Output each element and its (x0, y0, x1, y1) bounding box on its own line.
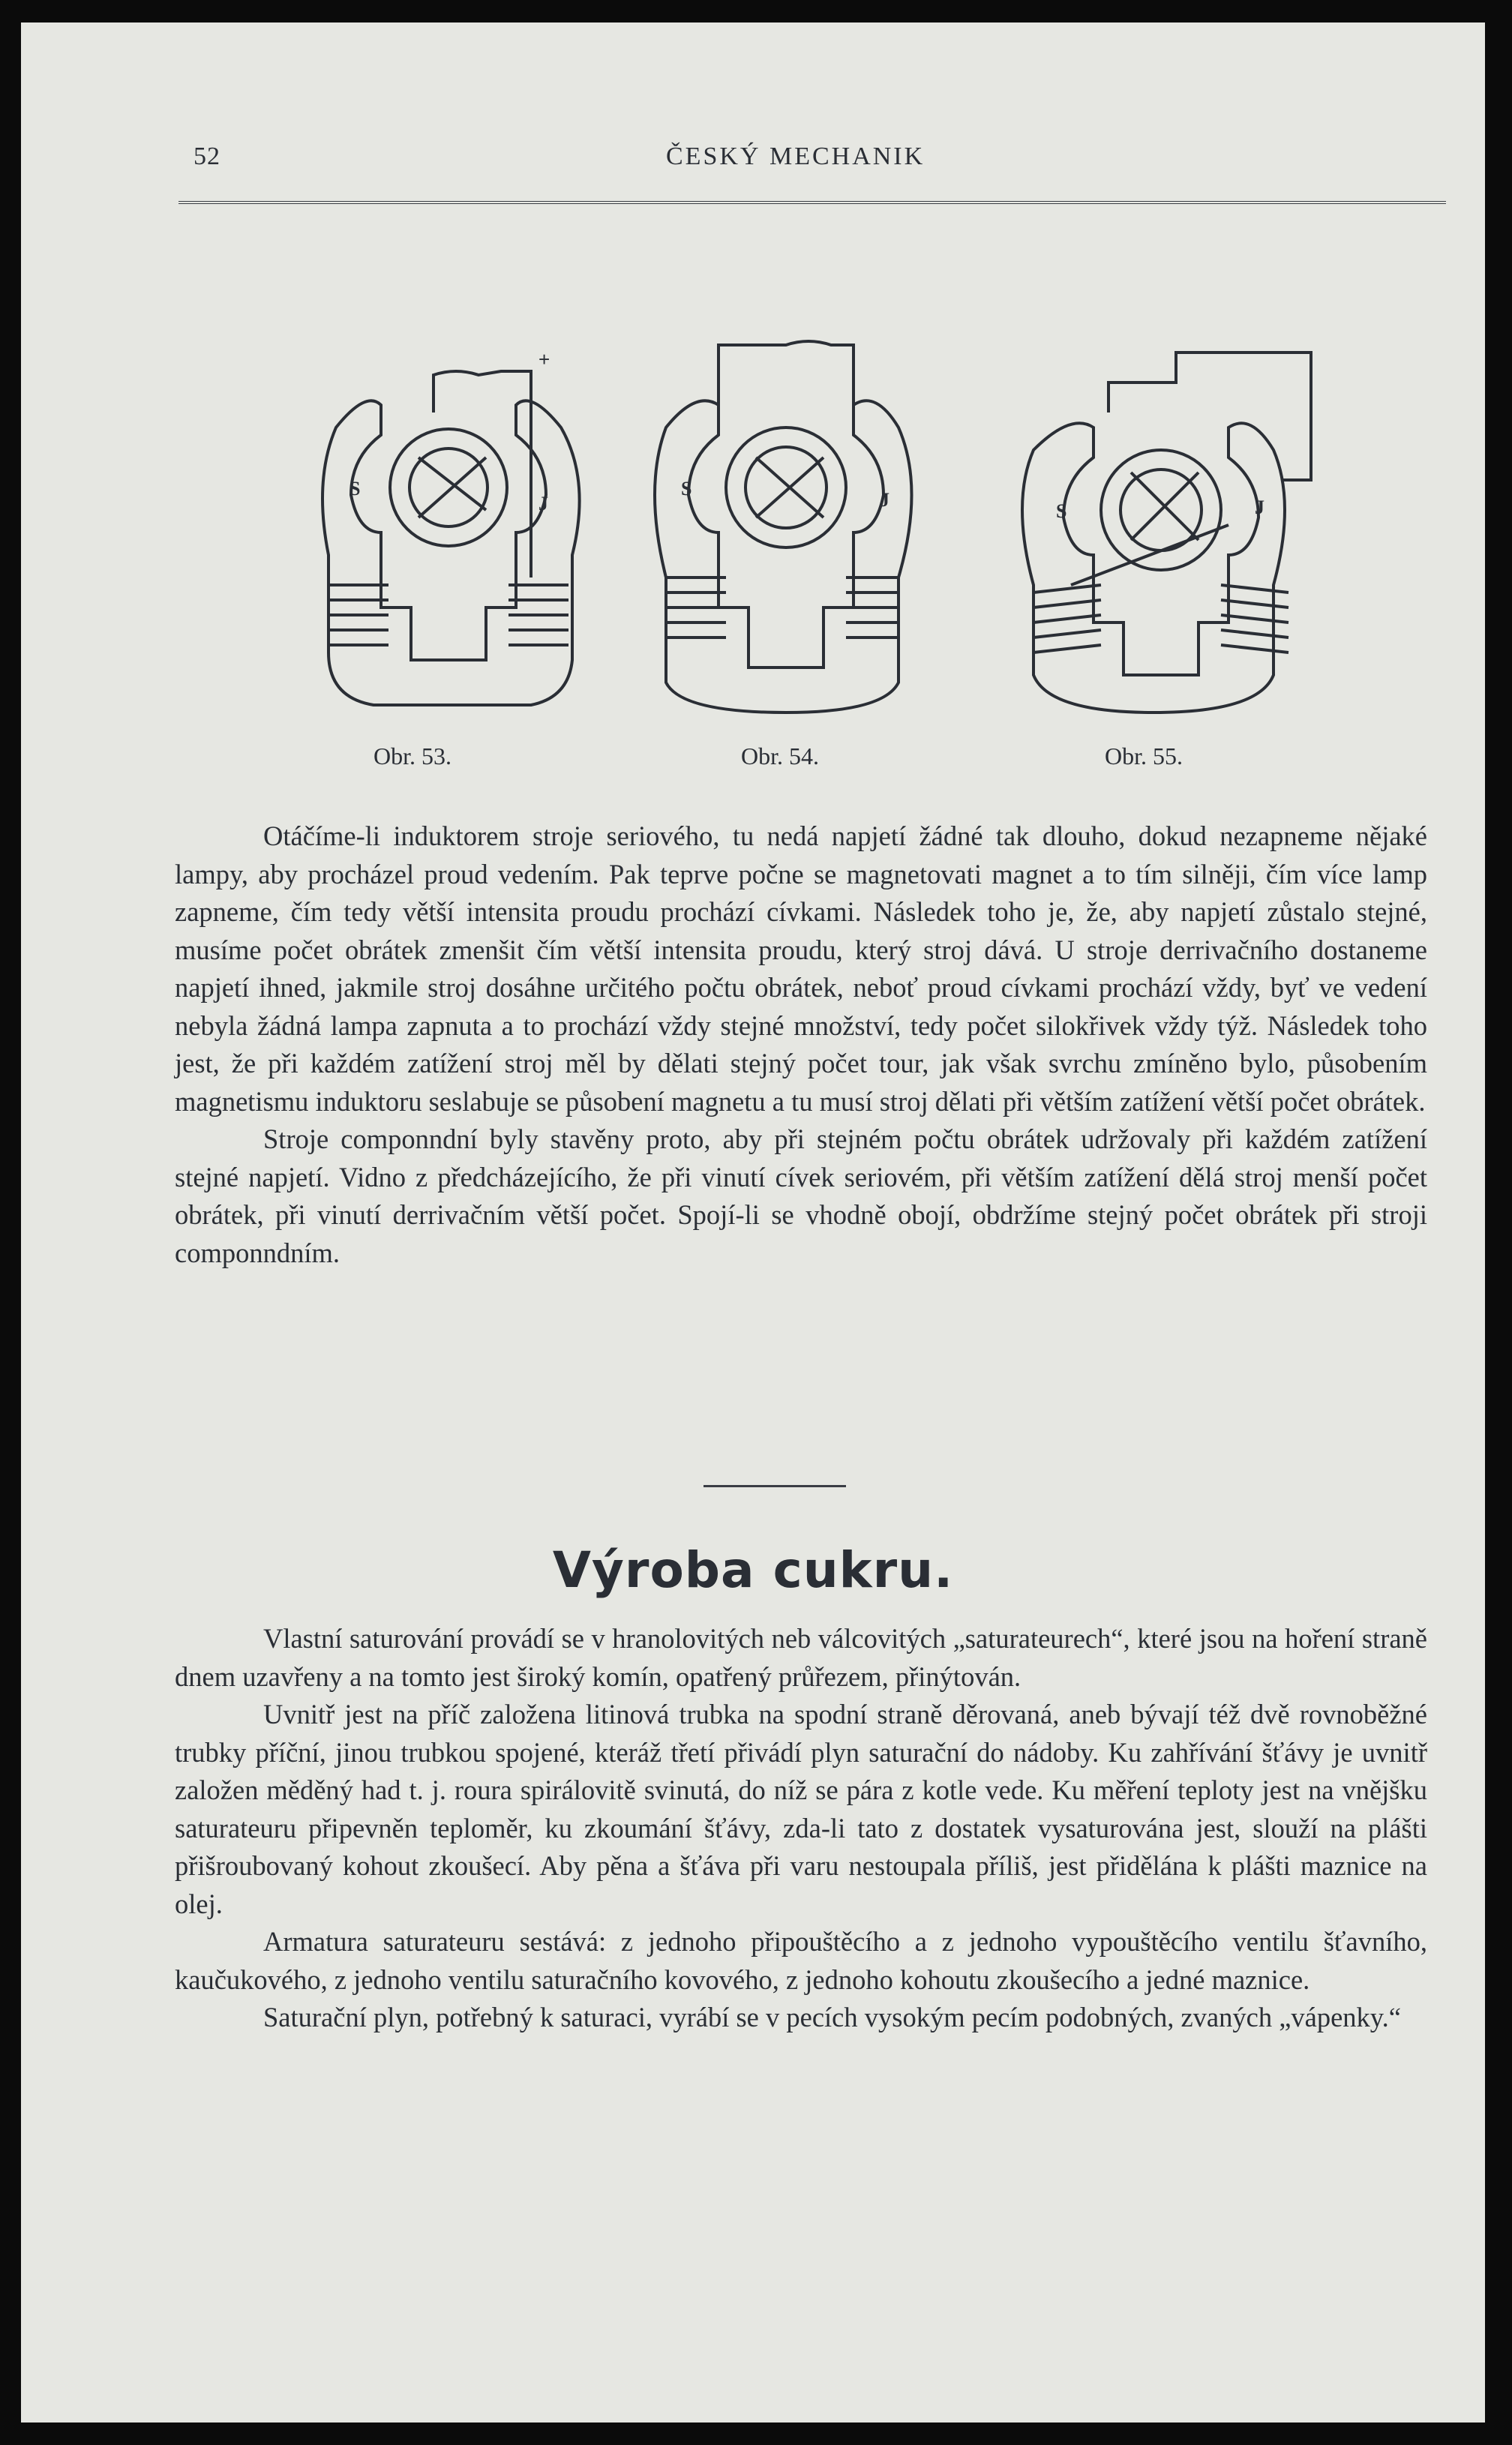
book-page (21, 22, 1485, 2422)
figures-row (21, 248, 1485, 818)
section-separator (704, 1485, 846, 1487)
label-j: J (538, 493, 548, 514)
figure-53-diagram (306, 308, 591, 728)
page-number: 52 (194, 142, 220, 170)
label-j: J (1255, 496, 1264, 518)
label-s: S (681, 478, 692, 500)
figure-55-caption: Obr. 55. (1105, 742, 1183, 770)
label-s: S (350, 478, 361, 500)
figure-53-caption: Obr. 53. (374, 742, 452, 770)
label-s: S (1056, 500, 1067, 522)
magnet-frame (322, 400, 580, 705)
armature-outer (390, 429, 507, 546)
paragraph: Saturační plyn, potřebný k saturaci, vyrábí se v pecích vysokým pecím podobných, zvaných „vápenky.“ (263, 2002, 1401, 2032)
magnet-frame (1022, 423, 1285, 712)
paragraph: Vlastní saturování provádí se v hranolovitých neb válcovitých „saturateurech“, které jsou na hoření straně dnem uzavřeny a na tomto jest široký komín, opatřený průřezem, přinýtován. (175, 1623, 1427, 1692)
figure-54-diagram (636, 292, 936, 728)
paragraph: Armatura saturateuru sestává: z jednoho připouštěcího a z jednoho vypouštěcího ventilu šťavního, kaučukového, z jednoho ventilu saturačního kovového, z jednoho kohoutu zkoušecího a jedné maznice. (175, 1926, 1427, 1995)
figure-54-caption: Obr. 54. (741, 742, 819, 770)
text-block-sugar (175, 1620, 1427, 2037)
header-rule (178, 201, 1446, 204)
figure-55-diagram (1004, 300, 1318, 728)
label-plus: + (538, 348, 550, 370)
paragraph: Stroje componndní byly stavěny proto, aby při stejném počtu obrátek udržovaly při každém zatížení stejné napjetí. Vidno z předcházejícího, že při vinutí cívek seriovém, při větším zatížení dělá stroj menší počet obrátek, při vinutí derrivačním větší počet. Spojí-li se vhodně obojí, obdržíme stejný počet obrátek při stroji componndním. (175, 1124, 1427, 1268)
paragraph: Uvnitř jest na příč založena litinová trubka na spodní straně děrovaná, aneb bývají též dvě rovnoběžné trubky příční, jinou trubkou spojené, kteráž třetí přivádí plyn saturační do nádoby. Ku zahřívání šťávy je uvnitř založen měděný had t. j. roura spirálovitě svinutá, do níž se pára z kotle vede. Ku měření teploty jest na vnějšku saturateuru připevněn teploměr, ku zkoumání šťávy, zda-li tato z dostatek vysaturována jest, slouží na plášti přišroubovaný kohout zkoušecí. Aby pěna a šťáva při varu nestoupala příliš, jest přidělána k plášti maznice na olej. (175, 1699, 1427, 1919)
running-title: ČESKÝ MECHANIK (666, 142, 926, 170)
wire-outer-loop (1108, 352, 1311, 480)
label-j: J (880, 489, 890, 511)
field-coil-right (1221, 585, 1288, 652)
field-coil-left (1034, 585, 1101, 652)
paragraph: Otáčíme-li induktorem stroje seriového, tu nedá napjetí žádné tak dlouho, dokud nezapneme nějaké lampy, aby procházel proud vedením. Pak teprve počne se magnetovati magnet a to tím silněji, čím více lamp zapneme, čím tedy větší intensita proudu prochází cívkami. Následek toho je, že, aby napjetí zůstalo stejné, musíme počet obrátek zmenšit čím větší intensita proudu, který stroj dává. U stroje derrivačního dostaneme napjetí ihned, jakmile stroj dosáhne určitého počtu obrátek, neboť proud cívkami prochází vždy, byť ve vedení nebyla žádná lampa zapnuta a to prochází vždy stejné množství, tedy počet silokřivek vždy týž. Následek toho jest, že při každém zatížení stroj měl by dělati stejný počet tour, jak však svrchu zmíněno bylo, působením magnetismu induktoru seslabuje se působení magnetu a tu musí stroj dělati při větším zatížení větší počet obrátek. (175, 820, 1427, 1117)
running-head (21, 142, 1485, 188)
wire-top (718, 341, 854, 405)
text-block-electrical (175, 818, 1427, 1272)
section-heading: Výroba cukru. (552, 1541, 954, 1599)
